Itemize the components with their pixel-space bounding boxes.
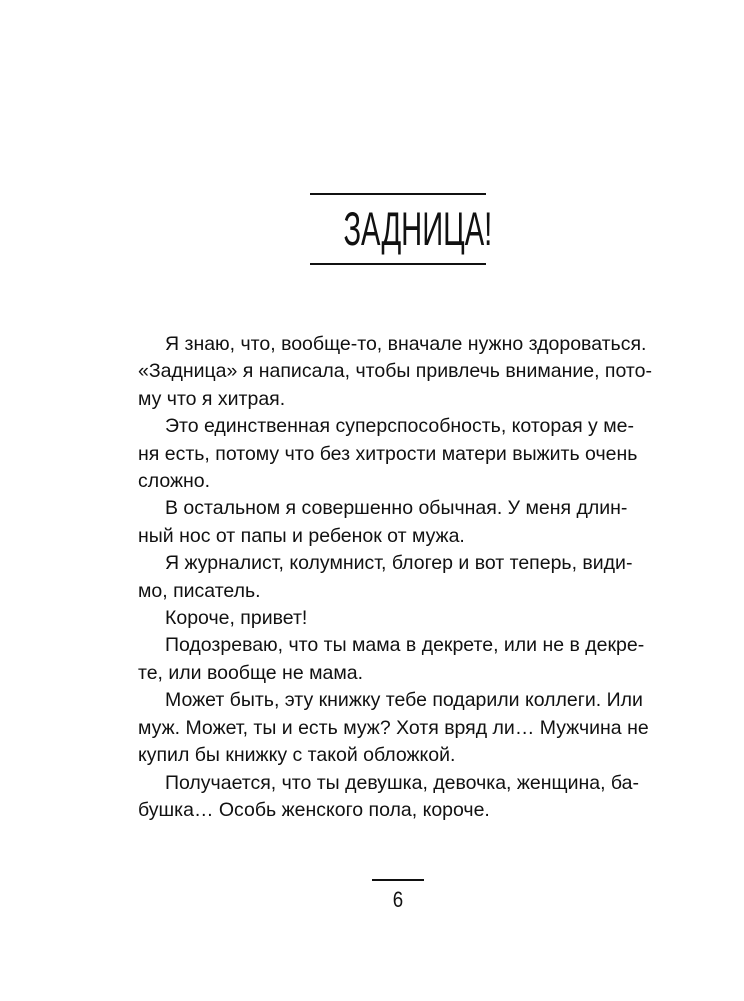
text-line: му что я хитрая. — [138, 387, 286, 410]
title-bottom-rule — [310, 263, 486, 265]
chapter-title: ЗАДНИЦА! — [343, 202, 493, 255]
text-line: «Задница» я написала, чтобы привлечь внимание, пото- — [138, 360, 652, 383]
text-line: купил бы книжку с такой обложкой. — [138, 744, 456, 767]
text-line: мо, писатель. — [138, 579, 261, 602]
text-line: те, или вообще не мама. — [138, 661, 364, 684]
page-number-block — [372, 879, 424, 915]
text-line: сложно. — [138, 470, 211, 493]
paragraph — [138, 413, 658, 495]
page-number: 6 — [392, 887, 404, 912]
text-line: ный нос от папы и ребенок от мужа. — [138, 524, 465, 547]
paragraph — [138, 687, 658, 769]
text-line: Короче, привет! — [165, 607, 308, 630]
page-number-rule — [372, 879, 424, 881]
text-line: муж. Может, ты и есть муж? Хотя вряд ли… Мужчина не — [138, 716, 649, 739]
text-line: Получается, что ты девушка, девочка, женщина, ба- — [165, 771, 639, 794]
paragraph — [138, 550, 658, 605]
text-line: ня есть, потому что без хитрости матери выжить очень — [138, 442, 638, 465]
text-line: Я журналист, колумнист, блогер и вот теперь, види- — [165, 552, 633, 575]
paragraph — [138, 770, 658, 825]
paragraph — [138, 632, 658, 687]
chapter-title-block — [310, 193, 493, 265]
text-line: В остальном я совершенно обычная. У меня длин- — [165, 497, 628, 520]
paragraph — [138, 331, 658, 413]
paragraph — [138, 495, 658, 550]
text-line: Подозреваю, что ты мама в декрете, или не в декре- — [165, 634, 645, 657]
paragraph — [138, 605, 658, 632]
text-line: Это единственная суперспособность, которая у ме- — [165, 415, 634, 438]
title-top-rule — [310, 193, 486, 195]
text-line: бушка… Особь женского пола, короче. — [138, 798, 490, 821]
text-line: Может быть, эту книжку тебе подарили коллеги. Или — [165, 689, 643, 712]
text-line: Я знаю, что, вообще-то, вначале нужно здороваться. — [165, 333, 647, 355]
body-text — [138, 331, 658, 824]
